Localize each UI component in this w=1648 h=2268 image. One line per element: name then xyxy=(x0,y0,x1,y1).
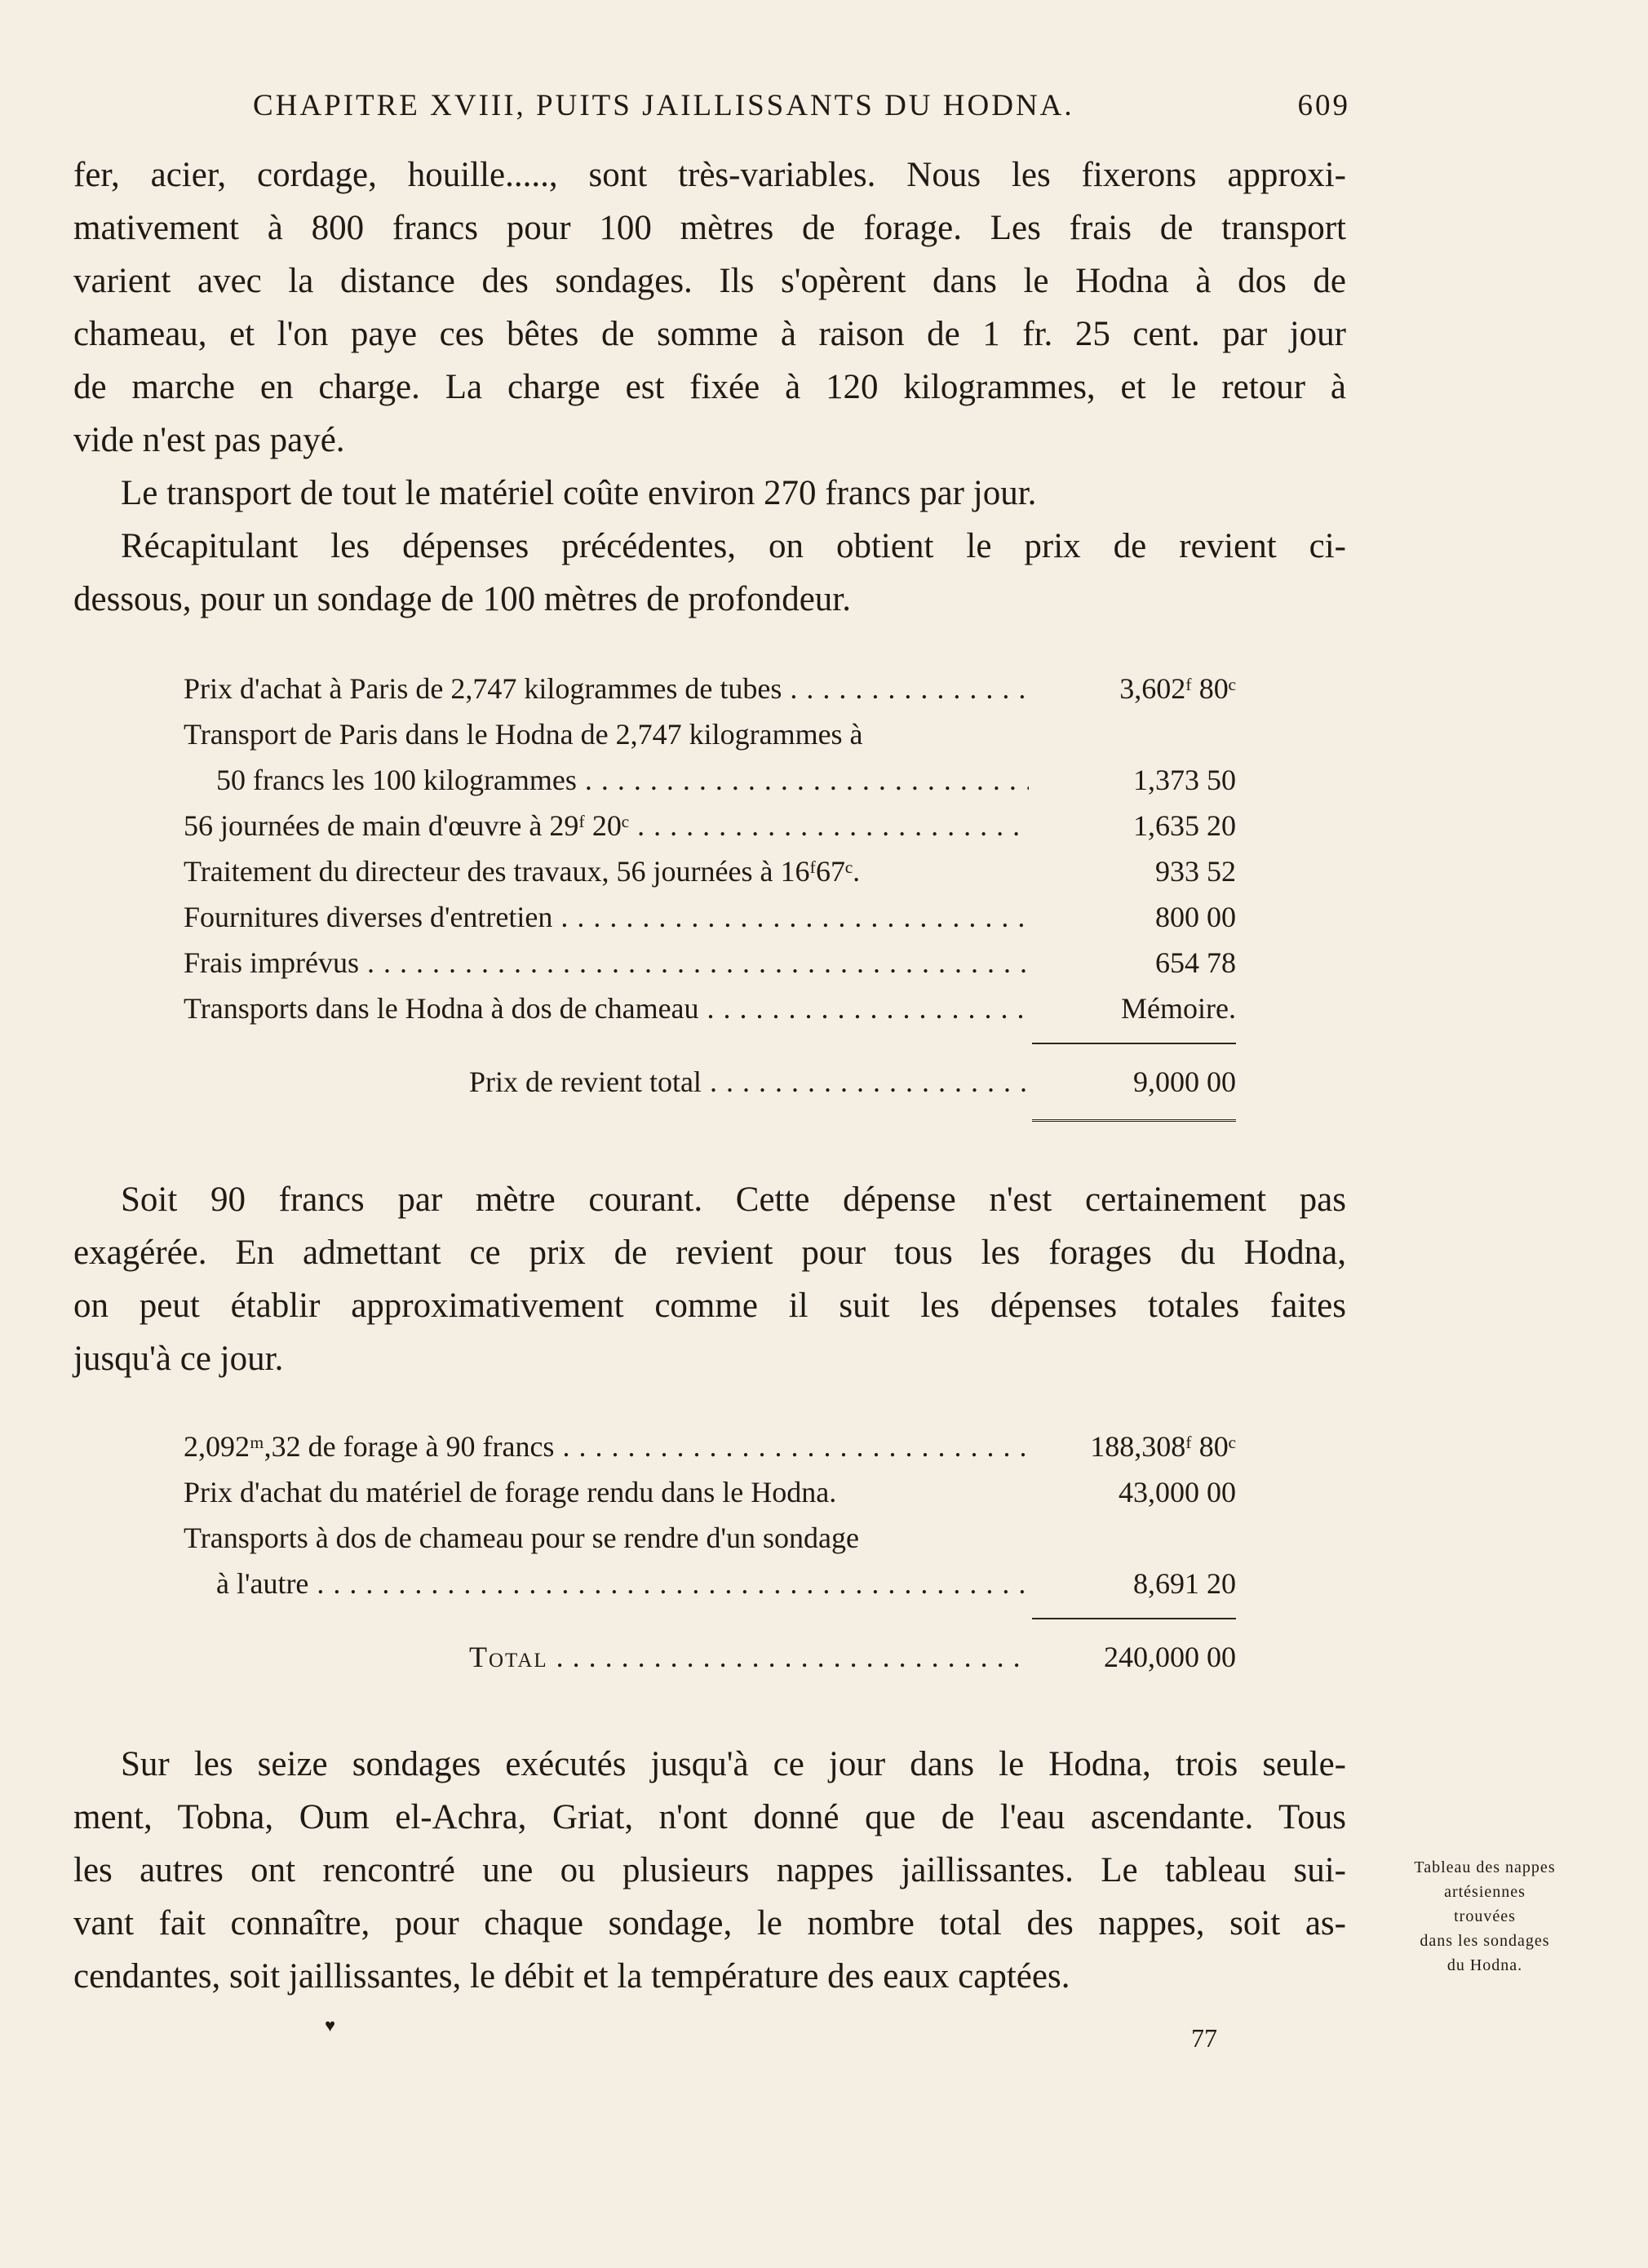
table-total-row xyxy=(184,1059,1236,1105)
text-line: Récapitulant les dépenses précédentes, on obtient le prix de revient ci- xyxy=(121,527,1346,565)
row-label: 56 journées de main d'œuvre à 29ᶠ 20ᶜ xyxy=(184,809,630,842)
row-label: 2,092ᵐ,32 de forage à 90 francs xyxy=(184,1430,555,1463)
subtotal-rule xyxy=(1032,1043,1236,1044)
table-row xyxy=(184,757,1236,803)
signature-mark: 77 xyxy=(1191,2023,1217,2053)
row-label: Frais imprévus xyxy=(184,946,359,979)
text-line: vant fait connaître, pour chaque sondage, le nombre total des nappes, soit as- xyxy=(73,1904,1346,1942)
table-row xyxy=(184,1469,1236,1515)
total-rule xyxy=(1032,1119,1236,1122)
margin-note-line: artésiennes xyxy=(1444,1883,1526,1901)
row-label: Fournitures diverses d'entretien xyxy=(184,901,553,933)
cost-table-2 xyxy=(184,1424,1236,1680)
text-line: exagérée. En admettant ce prix de revient pour tous les forages du Hodna, xyxy=(73,1234,1346,1272)
margin-note-line: trouvées xyxy=(1454,1907,1516,1925)
row-amount: 3,602ᶠ 80ᶜ xyxy=(1119,672,1236,705)
text-line: vide n'est pas payé. xyxy=(73,421,345,459)
row-label: Prix d'achat du matériel de forage rendu dans le Hodna. xyxy=(184,1476,837,1508)
row-amount: 188,308ᶠ 80ᶜ xyxy=(1090,1430,1236,1463)
table-row xyxy=(184,711,1236,757)
paragraph-3 xyxy=(73,520,1346,626)
table-row xyxy=(184,848,1236,894)
text-line: varient avec la distance des sondages. Ils s'opèrent dans le Hodna à dos de xyxy=(73,262,1346,300)
total-label: Prix de revient total xyxy=(469,1065,702,1098)
text-line: mativement à 800 francs pour 100 mètres de forage. Les frais de transport xyxy=(73,209,1346,247)
printer-mark: ♥ xyxy=(325,2015,336,2035)
text-line: on peut établir approximativement comme il suit les dépenses totales faites xyxy=(73,1287,1346,1325)
row-amount: 43,000 00 xyxy=(1119,1476,1236,1508)
row-label: Transports dans le Hodna à dos de chameau xyxy=(184,992,699,1025)
margin-note-line: dans les sondages xyxy=(1420,1932,1550,1950)
table-row xyxy=(184,803,1236,848)
margin-note-line: Tableau des nappes xyxy=(1414,1858,1556,1876)
table-row xyxy=(184,894,1236,940)
row-amount: 933 52 xyxy=(1155,855,1236,888)
row-amount: 1,635 20 xyxy=(1133,809,1236,842)
paragraph-2 xyxy=(73,467,1346,520)
row-label: Transports à dos de chameau pour se rendre d'un sondage xyxy=(184,1522,859,1554)
text-line: chameau, et l'on paye ces bêtes de somme à raison de 1 fr. 25 cent. par jour xyxy=(73,315,1346,353)
table-row xyxy=(184,666,1236,711)
text-line: fer, acier, cordage, houille....., sont très-variables. Nous les fixerons approxi- xyxy=(73,156,1346,194)
text-line: les autres ont rencontré une ou plusieurs nappes jaillissantes. Le tableau sui- xyxy=(73,1851,1346,1889)
running-title: CHAPITRE XVIII, PUITS JAILLISSANTS DU HODNA. xyxy=(253,89,1074,122)
row-amount: Mémoire. xyxy=(1121,992,1236,1025)
cost-table-1 xyxy=(184,666,1236,1136)
row-amount: 1,373 50 xyxy=(1133,764,1236,796)
text-line: dessous, pour un sondage de 100 mètres de profondeur. xyxy=(73,580,851,618)
text-line: Soit 90 francs par mètre courant. Cette dépense n'est certainement pas xyxy=(121,1181,1346,1219)
text-line: ment, Tobna, Oum el-Achra, Griat, n'ont donné que de l'eau ascendante. Tous xyxy=(73,1798,1346,1836)
text-line: de marche en charge. La charge est fixée à 120 kilogrammes, et le retour à xyxy=(73,368,1346,406)
table-row xyxy=(184,986,1236,1031)
row-label: Transport de Paris dans le Hodna de 2,747 kilogrammes à xyxy=(184,718,863,751)
table-total-row xyxy=(184,1634,1236,1680)
row-amount: 654 78 xyxy=(1155,946,1236,979)
margin-note xyxy=(1391,1855,1579,1978)
text-line: Le transport de tout le matériel coûte environ 270 francs par jour. xyxy=(121,474,1037,512)
subtotal-rule xyxy=(1032,1618,1236,1619)
row-label: 50 francs les 100 kilogrammes xyxy=(216,764,577,796)
paragraph-5 xyxy=(73,1738,1346,2003)
row-amount: 8,691 20 xyxy=(1133,1567,1236,1600)
table-row xyxy=(184,1515,1236,1561)
text-line: Sur les seize sondages exécutés jusqu'à ce jour dans le Hodna, trois seule- xyxy=(121,1745,1346,1783)
paragraph-4 xyxy=(73,1173,1346,1385)
text-line: jusqu'à ce jour. xyxy=(73,1340,284,1378)
table-row xyxy=(184,1424,1236,1469)
paragraph-1 xyxy=(73,148,1346,467)
total-label: Total xyxy=(469,1641,548,1673)
row-label: à l'autre xyxy=(216,1567,309,1600)
row-amount: 800 00 xyxy=(1155,901,1236,933)
table-row xyxy=(184,940,1236,986)
total-amount: 9,000 00 xyxy=(1133,1065,1236,1098)
running-header xyxy=(253,88,1350,127)
table-row xyxy=(184,1561,1236,1606)
row-label: Prix d'achat à Paris de 2,747 kilogrammes de tubes xyxy=(184,672,782,705)
text-line: cendantes, soit jaillissantes, le débit et la température des eaux captées. xyxy=(73,1957,1070,1996)
total-amount: 240,000 00 xyxy=(1104,1641,1236,1673)
page-number: 609 xyxy=(1297,89,1350,122)
row-label: Traitement du directeur des travaux, 56 journées à 16ᶠ67ᶜ. xyxy=(184,855,861,888)
margin-note-line: du Hodna. xyxy=(1446,1956,1523,1974)
